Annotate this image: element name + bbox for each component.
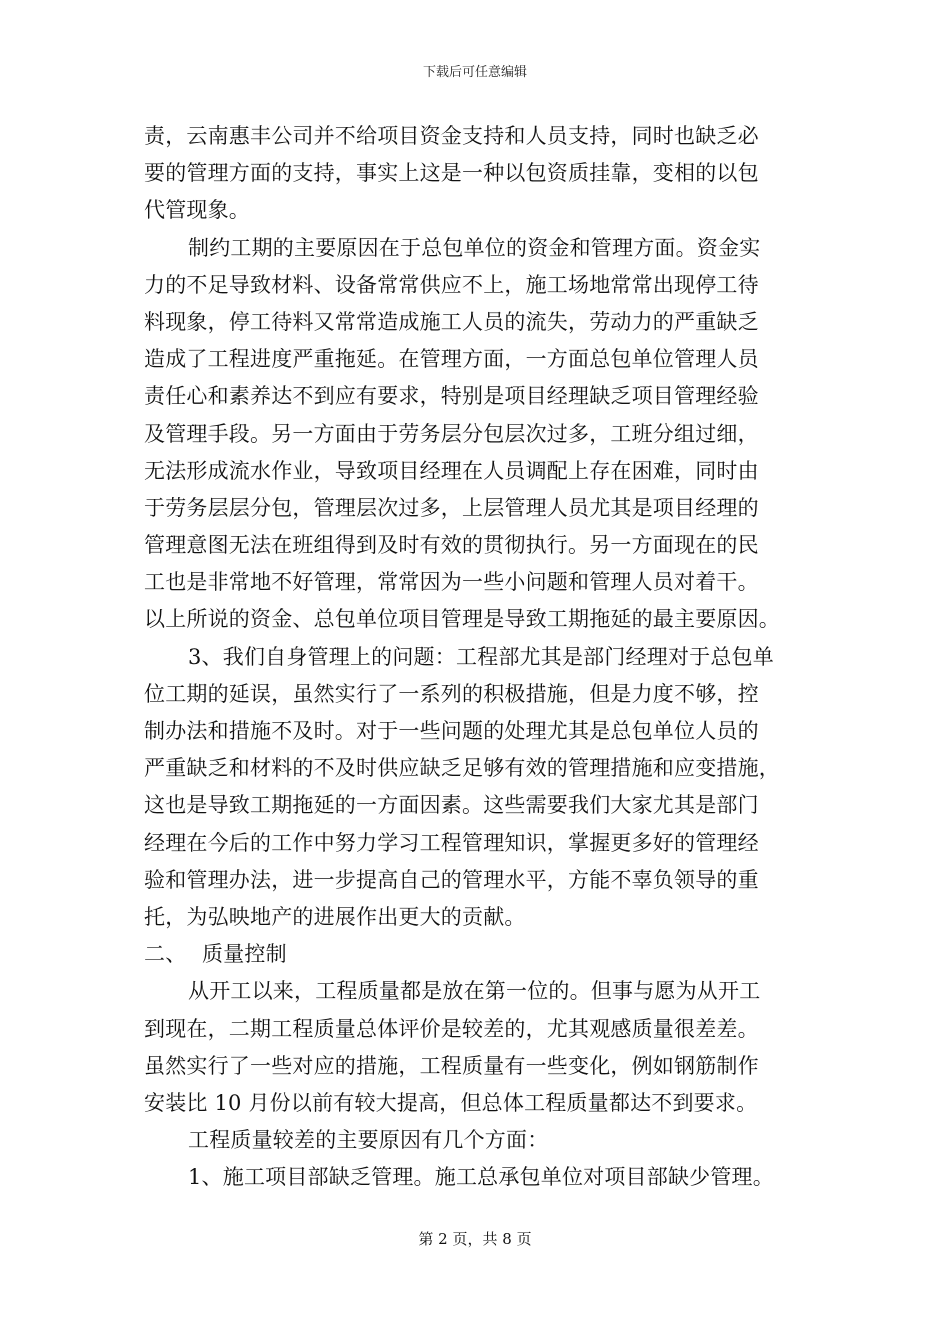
paragraph-2-line-1: 制约工期的主要原因在于总包单位的资金和管理方面。资金实 [188,235,761,260]
paragraph-3-line-8: 托，为弘映地产的进展作出更大的贡献。 [144,904,526,929]
paragraph-3-line-2: 位工期的延误，虽然实行了一系列的积极措施，但是力度不够，控 [144,681,759,706]
paragraph-5-line-1: 工程质量较差的主要原因有几个方面： [188,1128,549,1153]
paragraph-2-line-4: 造成了工程进度严重拖延。在管理方面，一方面总包单位管理人员 [144,347,759,372]
paragraph-2-line-2: 力的不足导致材料、设备常常供应不上，施工场地常常出现停工待 [144,272,759,297]
document-body [144,118,814,1196]
paragraph-3-line-1: 3、我们自身管理上的问题：工程部尤其是部门经理对于总包单 [188,644,774,669]
paragraph-4-line-3: 虽然实行了一些对应的措施，工程质量有一些变化，例如钢筋制作 [144,1053,759,1078]
paragraph-3-line-6: 经理在今后的工作中努力学习工程管理知识，掌握更多好的管理经 [144,830,759,855]
paragraph-2-line-8: 于劳务层层分包，管理层次过多，上层管理人员尤其是项目经理的 [144,495,759,520]
paragraph-2-line-7: 无法形成流水作业，导致项目经理在人员调配上存在困难，同时由 [144,458,759,483]
paragraph-3-line-5: 这也是导致工期拖延的一方面因素。这些需要我们大家尤其是部门 [144,793,759,818]
paragraph-4-line-1: 从开工以来，工程质量都是放在第一位的。但事与愿为从开工 [188,979,761,1004]
paragraph-2-line-11: 以上所说的资金、总包单位项目管理是导致工期拖延的最主要原因。 [144,607,780,632]
paragraph-3-line-7: 验和管理办法，进一步提高自己的管理水平，方能不辜负领导的重 [144,867,759,892]
page-footer: 第 2 页，共 8 页 [418,1230,532,1248]
paragraph-4-line-2: 到现在，二期工程质量总体评价是较差的，尤其观感质量很差差。 [144,1016,759,1041]
paragraph-2-line-3: 料现象，停工待料又常常造成施工人员的流失，劳动力的严重缺乏 [144,309,759,334]
paragraph-3-line-4: 严重缺乏和材料的不及时供应缺乏足够有效的管理措施和应变措施， [144,756,780,781]
section-title: 质量控制 [202,942,287,967]
paragraph-2-line-6: 及管理手段。另一方面由于劳务层分包层次过多，工班分组过细， [144,421,759,446]
paragraph-2-line-5: 责任心和素养达不到应有要求，特别是项目经理缺乏项目管理经验 [144,384,759,409]
paragraph-6-line-1: 1、施工项目部缺乏管理。施工总承包单位对项目部缺少管理。 [188,1165,774,1190]
paragraph-3-line-3: 制办法和措施不及时。对于一些问题的处理尤其是总包单位人员的 [144,719,759,743]
paragraph-1-line-1: 责，云南惠丰公司并不给项目资金支持和人员支持，同时也缺乏必 [144,124,759,148]
paragraph-2-line-9: 管理意图无法在班组得到及时有效的贯彻执行。另一方面现在的民 [144,533,759,558]
paragraph-1-line-3: 代管现象。 [144,198,250,223]
section-number: 二、 [144,942,187,967]
paragraph-2-line-10: 工也是非常地不好管理，常常因为一些小问题和管理人员对着干。 [144,570,759,595]
paragraph-4-line-4: 安装比 10 月份以前有较大提高，但总体工程质量都达不到要求。 [144,1090,758,1115]
page-header: 下载后可任意编辑 [422,65,527,80]
section-heading [144,936,814,973]
paragraph-1-line-2: 要的管理方面的支持，事实上这是一种以包资质挂靠，变相的以包 [144,161,759,186]
